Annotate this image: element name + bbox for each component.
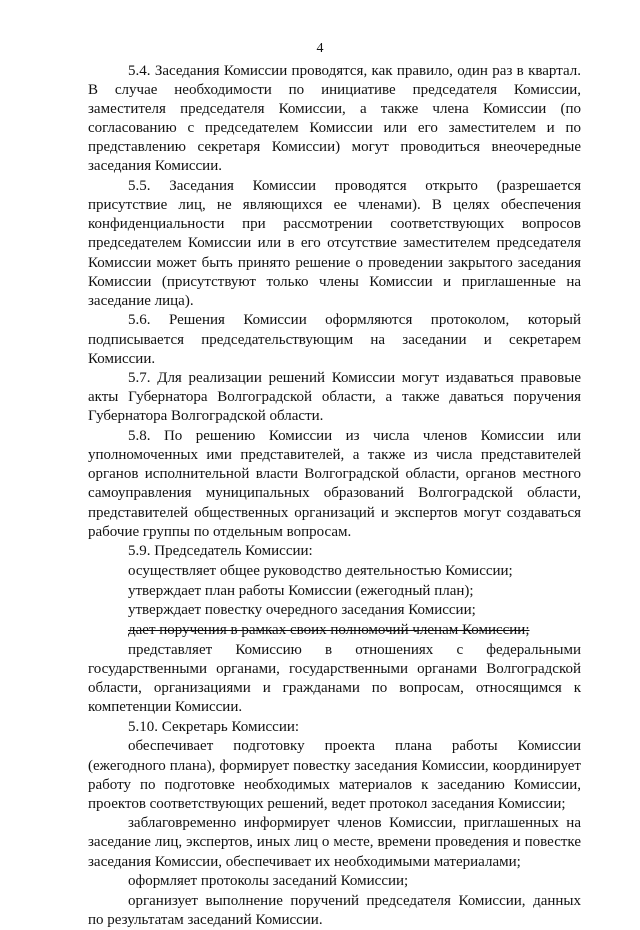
paragraph: обеспечивает подготовку проекта плана работы Комиссии (ежегодного плана), формирует повестку заседания Комиссии, координирует работу по подготовке необходимых материалов к заседанию Комиссии, проектов соответствующих решений, ведет протокол заседания Комиссии; xyxy=(88,738,581,812)
paragraph: заблаговременно информирует членов Комиссии, приглашенных на заседание лиц, экспертов, иных лиц о месте, времени проведения и повестке заседания Комиссии, обеспечивает их необходимыми материалами; xyxy=(88,815,581,870)
paragraph: 5.9. Председатель Комиссии: xyxy=(128,543,313,560)
paragraph: осуществляет общее руководство деятельностью Комиссии; xyxy=(128,563,513,579)
paragraph: организует выполнение поручений председателя Комиссии, данных по результатам заседаний Комиссии. xyxy=(88,892,581,929)
paragraph: утверждает план работы Комиссии (ежегодный план); xyxy=(128,582,474,599)
paragraph: 5.5. Заседания Комиссии проводятся открыто (разрешается присутствие лиц, не являющихся ее членами). В целях обеспечения конфиденциальности при рассмотрении соответствующих вопросов председателем Комиссии или в его отсутствие заместителем председателя Комиссии может быть принято решение о проведении закрытого заседания Комиссии (присутствуют только члены Комиссии и приглашенные на заседание лица). xyxy=(88,178,581,309)
paragraph: 5.8. По решению Комиссии из числа членов Комиссии или уполномоченных ими представителей, а также из числа представителей органов исполнительной власти Волгоградской области, органов местного самоуправления муниципальных образований Волгоградской области, представителей общественных организаций и экспертов могут создаваться рабочие группы по отдельным вопросам. xyxy=(88,428,581,540)
paragraph: 5.4. Заседания Комиссии проводятся, как правило, один раз в квартал. В случае необходимости по инициативе председателя Комиссии, заместителя председателя Комиссии, а также члена Комиссии (по согласованию с председателем Комиссии или его заместителем и по представлению секретаря Комиссии) могут проводиться внеочередные заседания Комиссии. xyxy=(88,63,581,175)
paragraph: утверждает повестку очередного заседания Комиссии; xyxy=(128,602,476,619)
document-body xyxy=(88,62,581,930)
paragraph: оформляет протоколы заседаний Комиссии; xyxy=(128,873,409,890)
page-number: 4 xyxy=(316,41,324,56)
paragraph: представляет Комиссию в отношениях с федеральными государственными органами, государственными органами Волгоградской области, организациями и гражданами по вопросам, относящимся к компетенции Комиссии. xyxy=(88,641,581,716)
paragraph: дает поручения в рамках своих полномочий членам Комиссии; xyxy=(128,622,530,639)
paragraph: 5.7. Для реализации решений Комиссии могут издаваться правовые акты Губернатора Волгоградской области, а также даваться поручения Губернатора Волгоградской области. xyxy=(88,370,581,425)
paragraph: 5.6. Решения Комиссии оформляются протоколом, который подписывается председательствующим на заседании и секретарем Комиссии. xyxy=(88,312,581,367)
paragraph: 5.10. Секретарь Комиссии: xyxy=(128,718,300,735)
